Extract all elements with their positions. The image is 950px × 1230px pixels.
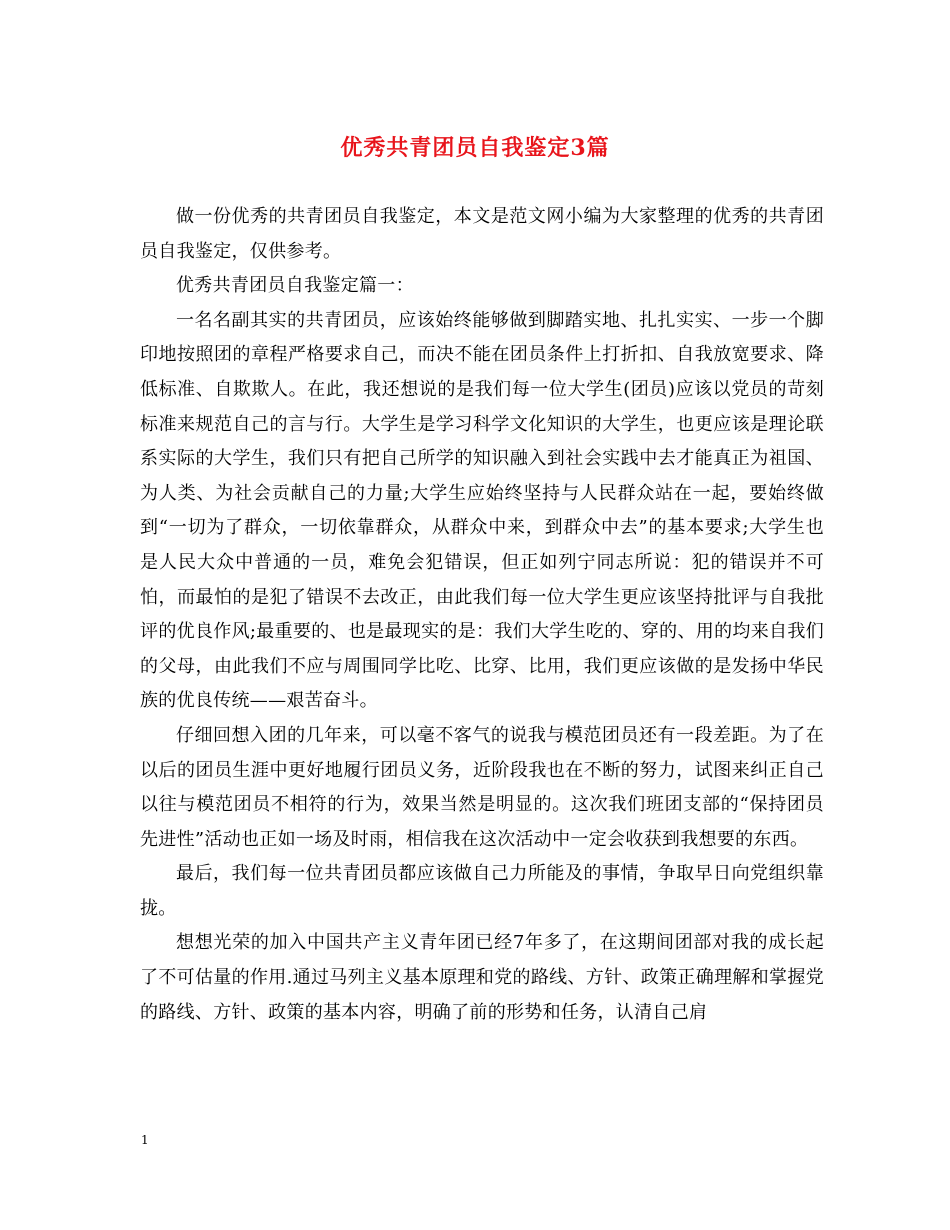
paragraph-section-heading: 优秀共青团员自我鉴定篇一：: [176, 275, 414, 297]
document-body: [140, 200, 824, 1030]
document-title: 优秀共青团员自我鉴定3篇: [340, 135, 610, 161]
paragraph-intro: 做一份优秀的共青团员自我鉴定，本文是范文网小编为大家整理的优秀的共青团员自我鉴定，仅供参考。: [140, 206, 824, 262]
paragraph-body-4: 想想光荣的加入中国共产主义青年团已经7年多了，在这期间团部对我的成长起了不可估量的作用.通过马列主义基本原理和党的路线、方针、政策正确理解和掌握党的路线、方针、政策的基本内容，明确了前的形势和任务，认清自己肩: [140, 932, 824, 1023]
paragraph-body-2: 仔细回想入团的几年来，可以毫不客气的说我与模范团员还有一段差距。为了在以后的团员生涯中更好地履行团员义务，近阶段我也在不断的努力，试图来纠正自己以往与模范团员不相符的行为，效果当然是明显的。这次我们班团支部的“保持团员先进性”活动也正如一场及时雨，相信我在这次活动中一定会收获到我想要的东西。: [140, 724, 824, 850]
page-number: 1: [141, 1133, 149, 1147]
paragraph-body-1: 一名名副其实的共青团员，应该始终能够做到脚踏实地、扎扎实实、一步一个脚印地按照团的章程严格要求自己，而决不能在团员条件上打折扣、自我放宽要求、降低标准、自欺欺人。在此，我还想说的是我们每一位大学生(团员)应该以党员的苛刻标准来规范自己的言与行。大学生是学习科学文化知识的大学生，也更应该是理论联系实际的大学生，我们只有把自己所学的知识融入到社会实践中去才能真正为祖国、为人类、为社会贡献自己的力量;大学生应始终坚持与人民群众站在一起，要始终做到“一切为了群众，一切依靠群众，从群众中来，到群众中去”的基本要求;大学生也是人民大众中普通的一员，难免会犯错误，但正如列宁同志所说：犯的错误并不可怕，而最怕的是犯了错误不去改正，由此我们每一位大学生更应该坚持批评与自我批评的优良作风;最重要的、也是最现实的是：我们大学生吃的、穿的、用的均来自我们的父母，由此我们不应与周围同学比吃、比穿、比用，我们更应该做的是发扬中华民族的优良传统——艰苦奋斗。: [140, 309, 824, 712]
paragraph-body-3: 最后，我们每一位共青团员都应该做自己力所能及的事情，争取早日向党组织靠拢。: [140, 863, 824, 919]
